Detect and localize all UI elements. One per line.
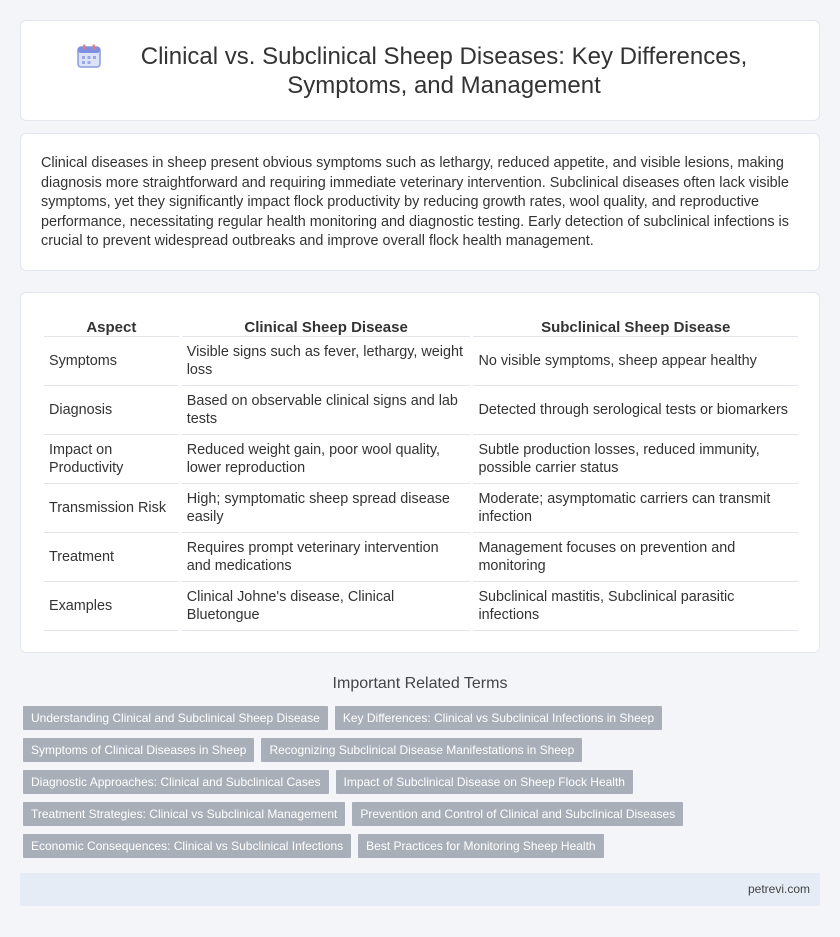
table-header-row: [44, 317, 798, 337]
table-cell-subclinical: Subclinical mastitis, Subclinical parasitic infections: [473, 582, 798, 631]
table-cell-subclinical: No visible symptoms, sheep appear healthy: [473, 337, 798, 386]
table-row: [44, 484, 798, 533]
tag-row: [23, 706, 823, 730]
column-header-clinical: Clinical Sheep Disease: [182, 317, 471, 337]
related-term-tag[interactable]: Understanding Clinical and Subclinical Sheep Disease: [23, 706, 328, 730]
calendar-icon: [76, 43, 102, 69]
table-row: [44, 337, 798, 386]
table-cell-subclinical: Subtle production losses, reduced immunity, possible carrier status: [473, 435, 798, 484]
table-row: [44, 533, 798, 582]
intro-card: [20, 133, 820, 271]
table-cell-clinical: Requires prompt veterinary intervention and medications: [182, 533, 471, 582]
page-title: Clinical vs. Subclinical Sheep Diseases: Key Differences, Symptoms, and Management: [140, 42, 748, 99]
related-terms-list: [23, 706, 823, 866]
table-cell-clinical: Clinical Johne's disease, Clinical Bluetongue: [182, 582, 471, 631]
related-term-tag[interactable]: Key Differences: Clinical vs Subclinical Infections in Sheep: [335, 706, 662, 730]
table-cell-aspect: Treatment: [44, 533, 179, 582]
table-cell-subclinical: Management focuses on prevention and monitoring: [473, 533, 798, 582]
comparison-table: [41, 317, 801, 631]
related-term-tag[interactable]: Symptoms of Clinical Diseases in Sheep: [23, 738, 254, 762]
table-cell-clinical: Visible signs such as fever, lethargy, weight loss: [182, 337, 471, 386]
table-cell-clinical: Reduced weight gain, poor wool quality, lower reproduction: [182, 435, 471, 484]
table-cell-aspect: Symptoms: [44, 337, 179, 386]
table-cell-aspect: Diagnosis: [44, 386, 179, 435]
table-cell-aspect: Transmission Risk: [44, 484, 179, 533]
header-card: [20, 20, 820, 121]
related-term-tag[interactable]: Best Practices for Monitoring Sheep Health: [358, 834, 603, 858]
related-term-tag[interactable]: Diagnostic Approaches: Clinical and Subclinical Cases: [23, 770, 329, 794]
tag-row: [23, 834, 823, 858]
related-term-tag[interactable]: Treatment Strategies: Clinical vs Subclinical Management: [23, 802, 345, 826]
column-header-aspect: Aspect: [44, 317, 179, 337]
intro-paragraph: Clinical diseases in sheep present obvious symptoms such as lethargy, reduced appetite, and visible lesions, making diagnosis more straightforward and requiring immediate veterinary intervention. Subclinical diseases often lack visible symptoms, yet they significantly impact flock productivity by reducing growth rates, wool quality, and reproductive performance, necessitating regular health monitoring and diagnostic testing. Early detection of subclinical infections is crucial to prevent widespread outbreaks and improve overall flock health management.: [41, 155, 789, 250]
table-cell-aspect: Impact on Productivity: [44, 435, 179, 484]
column-header-subclinical: Subclinical Sheep Disease: [473, 317, 798, 337]
table-cell-aspect: Examples: [44, 582, 179, 631]
table-cell-clinical: High; symptomatic sheep spread disease easily: [182, 484, 471, 533]
table-row: [44, 582, 798, 631]
related-term-tag[interactable]: Economic Consequences: Clinical vs Subclinical Infections: [23, 834, 351, 858]
table-row: [44, 386, 798, 435]
table-row: [44, 435, 798, 484]
table-cell-subclinical: Moderate; asymptomatic carriers can transmit infection: [473, 484, 798, 533]
tag-row: [23, 770, 823, 794]
related-terms-heading: Important Related Terms: [332, 675, 508, 692]
table-cell-subclinical: Detected through serological tests or biomarkers: [473, 386, 798, 435]
table-cell-clinical: Based on observable clinical signs and lab tests: [182, 386, 471, 435]
tag-row: [23, 802, 823, 826]
tag-row: [23, 738, 823, 762]
comparison-table-card: [20, 292, 820, 653]
footer: [20, 873, 820, 906]
related-term-tag[interactable]: Impact of Subclinical Disease on Sheep Flock Health: [336, 770, 633, 794]
footer-site-link[interactable]: petrevi.com: [747, 882, 810, 896]
related-term-tag[interactable]: Prevention and Control of Clinical and Subclinical Diseases: [352, 802, 683, 826]
related-term-tag[interactable]: Recognizing Subclinical Disease Manifestations in Sheep: [261, 738, 582, 762]
